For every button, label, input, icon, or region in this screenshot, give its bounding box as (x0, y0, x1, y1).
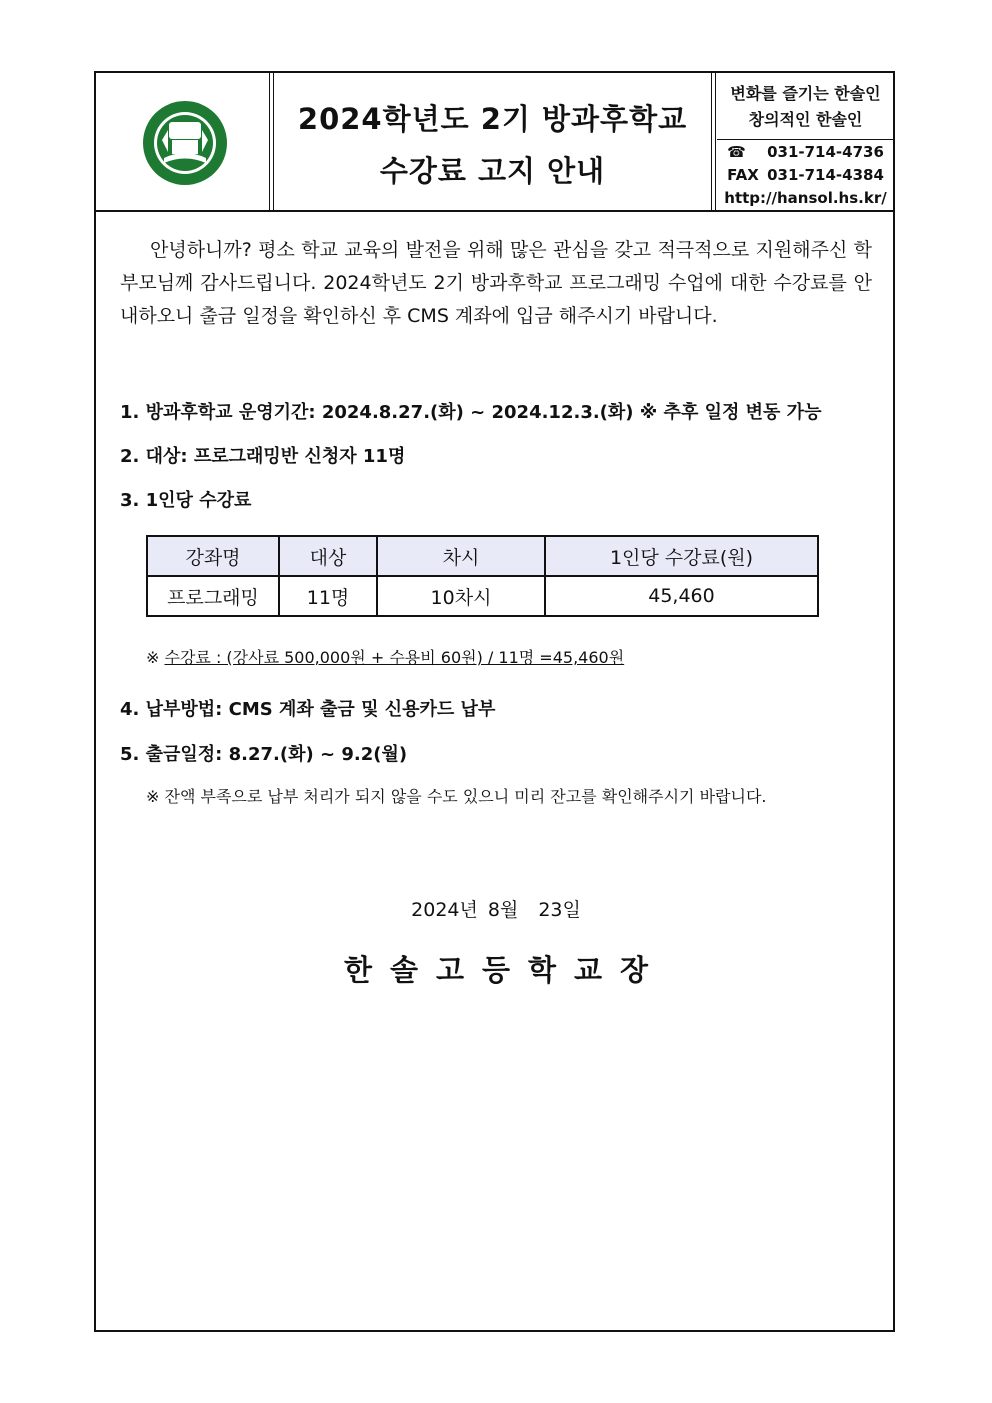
intro-paragraph: 안녕하니까? 평소 학교 교육의 발전을 위해 많은 관심을 갖고 적극적으로 지원해주신 학부모님께 감사드립니다. 2024학년도 2기 방과후학교 프로그래밍 수업에 대한 수강료를 안내하오니 출금 일정을 확인하신 후 CMS 계좌에 입금 해주시기 바랍니다. (120, 239, 872, 327)
header-fee: 1인당 수강료(원) (545, 536, 818, 576)
cell-course: 프로그래밍 (147, 576, 279, 616)
website-link[interactable]: http://hansol.hs.kr/ (724, 189, 887, 207)
cell-fee: 45,460 (545, 576, 818, 616)
header-target: 대상 (279, 536, 377, 576)
fax-number: 031-714-4384 (767, 166, 884, 184)
document-title-line2: 수강료 고지 안내 (379, 154, 606, 188)
motto-line1: 변화를 즐기는 한솔인 (730, 84, 881, 103)
header-sessions: 차시 (377, 536, 545, 576)
fax-row (717, 164, 894, 187)
phone-row (717, 141, 894, 164)
school-motto (717, 73, 894, 140)
item-operation-period: 1. 방과후학교 운영기간: 2024.8.27.(화) ~ 2024.12.3.(화) ※ 추후 일정 변동 가능 (120, 402, 822, 423)
item-payment-method: 4. 납부방법: CMS 계좌 출금 및 신용카드 납부 (120, 699, 496, 720)
table-row (147, 576, 818, 616)
title-cell (274, 73, 711, 210)
note-mark: ※ (146, 648, 160, 667)
item-target: 2. 대상: 프로그래밍반 신청자 11명 (120, 446, 406, 467)
telephone-icon: ☎ (727, 143, 746, 161)
date-year: 2024년 (411, 899, 478, 921)
item-withdrawal-schedule: 5. 출금일정: 8.27.(화) ~ 9.2(월) (120, 744, 408, 765)
motto-line2: 창의적인 한솔인 (748, 110, 863, 129)
signer-name: 한솔고등학교장 (343, 953, 667, 987)
date-day: 23일 (538, 899, 581, 921)
header-course: 강좌명 (147, 536, 279, 576)
fee-table (146, 535, 819, 617)
item-fee-per-person: 3. 1인당 수강료 (120, 490, 252, 511)
date-month: 8월 (487, 899, 519, 921)
phone-number: 031-714-4736 (767, 143, 884, 161)
fee-calculation-text: 수강료 : (강사료 500,000원 + 수용비 60원) / 11명 =45,460원 (164, 648, 625, 667)
document-header (96, 73, 893, 212)
document-title-line1: 2024학년도 2기 방과후학교 (297, 102, 688, 136)
issue-date (0, 895, 992, 922)
school-info-cell (711, 73, 894, 210)
cell-target: 11명 (279, 576, 377, 616)
balance-warning-note: ※ 잔액 부족으로 납부 처리가 되지 않을 수도 있으니 미리 잔고를 확인해주시기 바랍니다. (146, 787, 767, 806)
fee-calculation-note (146, 645, 624, 668)
cell-sessions: 10차시 (377, 576, 545, 616)
school-contact (717, 140, 894, 210)
fee-table-header-row (147, 536, 818, 576)
logo-cell (96, 73, 274, 210)
school-logo (142, 100, 228, 186)
fax-label: FAX (727, 166, 759, 184)
